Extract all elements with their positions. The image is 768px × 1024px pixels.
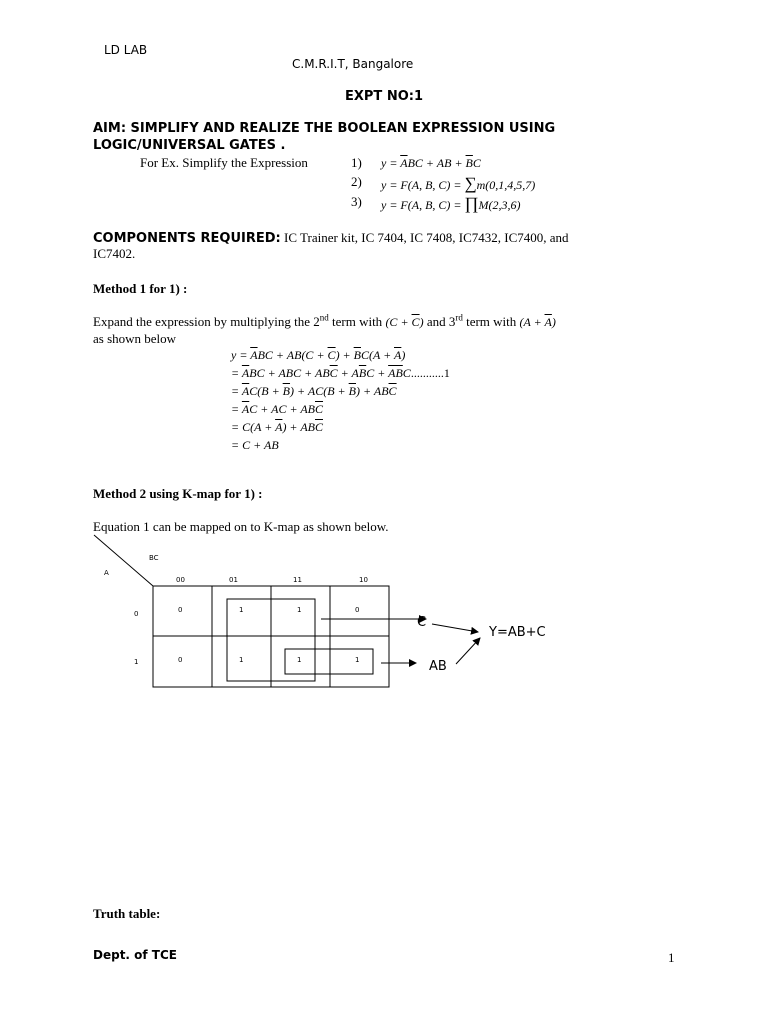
example-number-2: 2): [351, 174, 362, 189]
derivation-line-4: = $\overline{A}C$ + AC + $AB\overline{C}$: [231, 402, 324, 416]
arrow-c-to-result: [432, 624, 478, 632]
footer-dept: Dept. of TCE: [93, 948, 177, 962]
kmap-col-header: 00: [176, 576, 185, 584]
truth-table-heading: Truth table:: [93, 906, 161, 921]
arrow-ab-to-result: [456, 638, 480, 664]
expression-2: y = F(A, B, C) = ∑m(0,1,4,5,7): [381, 174, 536, 193]
kmap-cell: 0: [178, 606, 183, 614]
kmap-cell: 0: [178, 656, 183, 664]
method-1-instruction-cont: as shown below: [93, 331, 177, 346]
derivation-line-1: $y = \overline{A}BC + AB(C + \overline{C}) + \overline{B}C(A + \overline{A})$: [231, 348, 406, 362]
kmap-label-c: C: [417, 615, 427, 630]
kmap-col-header: 11: [293, 576, 302, 584]
derivation-line-2: = $\overline{A}BC$ + ABC + $AB\overline{C} + A\overline{B}C + \overline{AB}C...........1$: [231, 366, 450, 380]
components-list: IC Trainer kit, IC 7404, IC 7408, IC7432, IC7400, and: [280, 230, 569, 245]
kmap-var-bc: BC: [149, 554, 159, 562]
derivation-line-5: = $C(A + \overline{A}) + AB\overline{C}$: [231, 420, 323, 434]
example-intro: For Ex. Simplify the Expression: [140, 155, 308, 170]
aim-line-1: AIM: SIMPLIFY AND REALIZE THE BOOLEAN EXPRESSION USING: [93, 121, 556, 136]
method-2-heading: Method 2 using K-map for 1) :: [93, 486, 263, 501]
kmap-col-header: 01: [229, 576, 238, 584]
college-header: C.M.R.I.T, Bangalore: [292, 57, 414, 71]
components-line-2: IC7402.: [93, 246, 136, 261]
kmap-col-header: 10: [359, 576, 368, 584]
experiment-number: EXPT NO:1: [345, 89, 423, 104]
page-number: 1: [668, 950, 675, 965]
aim-line-2: LOGIC/UNIVERSAL GATES .: [93, 138, 286, 153]
kmap-row-header: 1: [134, 658, 139, 666]
kmap-cell: 0: [355, 606, 360, 614]
expression-3: y = F(A, B, C) = ∏M(2,3,6): [381, 194, 521, 213]
kmap-cell: 1: [355, 656, 360, 664]
kmap-cell: 1: [239, 606, 244, 614]
kmap-row-header: 0: [134, 610, 139, 618]
example-number-1: 1): [351, 155, 362, 170]
kmap-var-a: A: [104, 569, 109, 577]
lab-header: LD LAB: [104, 43, 148, 57]
example-number-3: 3): [351, 194, 362, 209]
kmap-corner-divider: [94, 535, 153, 586]
kmap-cell: 1: [239, 656, 244, 664]
method-2-intro: Equation 1 can be mapped on to K-map as shown below.: [93, 519, 389, 534]
components-label: COMPONENTS REQUIRED:: [93, 231, 281, 246]
kmap-label-ab: AB: [429, 659, 447, 674]
method-1-heading: Method 1 for 1) :: [93, 281, 188, 296]
method-1-instruction: Expand the expression by multiplying the 2nd term with $(C + \overline{C})$ and 3rd term with $(A + \overline{A})$: [93, 312, 556, 329]
derivation-line-6: = C + AB: [231, 438, 279, 452]
kmap-cell: 1: [297, 656, 302, 664]
kmap-cell: 1: [297, 606, 302, 614]
derivation-line-3: = $\overline{A}C(B + \overline{B}) + AC(B + \overline{B}) + AB\overline{C}$: [231, 384, 397, 398]
kmap-result: Y=AB+C: [489, 625, 546, 640]
expression-1: $y = \overline{A}BC$ + AB + $\overline{B}C$: [381, 156, 481, 170]
